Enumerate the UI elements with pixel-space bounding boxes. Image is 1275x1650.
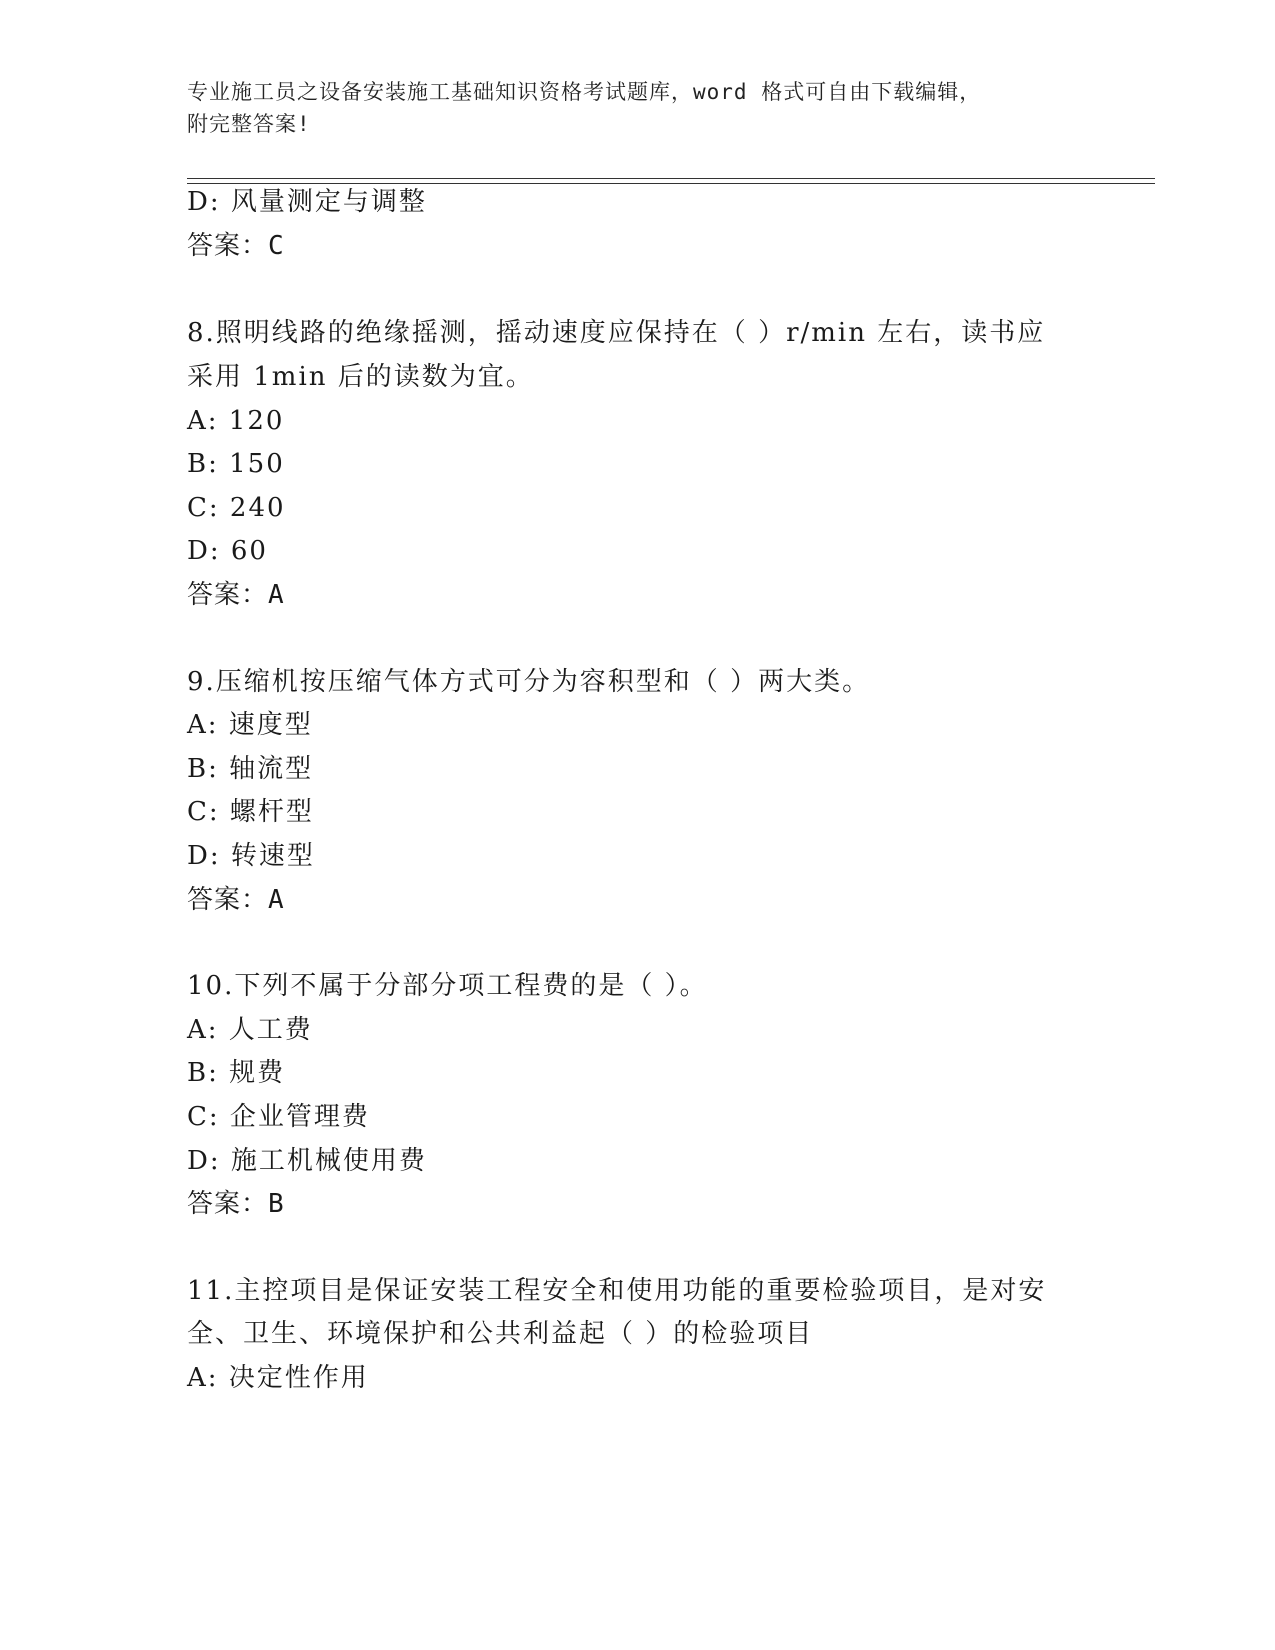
answer-label: 答案：: [187, 1189, 269, 1219]
q11-stem-line-2: 全、卫生、环境保护和公共利益起（ ）的检验项目: [187, 1319, 814, 1349]
header-divider-bottom: [187, 183, 1155, 184]
q10-stem: 10.下列不属于分部分项工程费的是（ ）。: [187, 971, 708, 1001]
q9-option-d: D: 转速型: [187, 841, 315, 871]
answer-label: 答案：: [187, 580, 269, 610]
q8-option-c: C: 240: [187, 493, 286, 523]
q9-answer: [187, 884, 285, 916]
q8-stem-line-2: 采用 1min 后的读数为宜。: [187, 362, 534, 392]
q10-option-c: C: 企业管理费: [187, 1102, 370, 1132]
header-divider-top: [187, 178, 1155, 179]
q10-answer: [187, 1188, 285, 1220]
q7-option-d: D: 风量测定与调整: [187, 187, 427, 217]
q10-option-d: D: 施工机械使用费: [187, 1146, 427, 1176]
q9-option-c: C: 螺杆型: [187, 797, 314, 827]
answer-value: C: [268, 231, 285, 261]
q10-option-a: A: 人工费: [187, 1015, 313, 1045]
document-header: [187, 76, 1067, 140]
q7-answer: [187, 230, 285, 262]
q8-option-b: B: 150: [187, 449, 285, 479]
q10-option-b: B: 规费: [187, 1058, 286, 1088]
q9-option-b: B: 轴流型: [187, 754, 314, 784]
q11-option-a: A: 决定性作用: [187, 1363, 369, 1393]
answer-label: 答案：: [187, 885, 269, 915]
q9-stem: 9.压缩机按压缩气体方式可分为容积型和（ ）两大类。: [187, 667, 871, 697]
answer-value: B: [268, 1189, 285, 1219]
answer-value: A: [268, 885, 285, 915]
answer-value: A: [268, 580, 285, 610]
q11-stem-line-1: 11.主控项目是保证安装工程安全和使用功能的重要检验项目，是对安: [187, 1276, 1047, 1306]
q8-answer: [187, 579, 285, 611]
q9-option-a: A: 速度型: [187, 710, 313, 740]
q8-stem-line-1: 8.照明线路的绝缘摇测，摇动速度应保持在（ ）r/min 左右，读书应: [187, 318, 1046, 348]
q8-option-d: D: 60: [187, 536, 268, 566]
header-line-1: 专业施工员之设备安装施工基础知识资格考试题库，word 格式可自由下载编辑，: [187, 80, 982, 104]
header-line-2: 附完整答案!: [187, 112, 311, 136]
answer-label: 答案：: [187, 231, 269, 261]
q8-option-a: A: 120: [187, 406, 285, 436]
